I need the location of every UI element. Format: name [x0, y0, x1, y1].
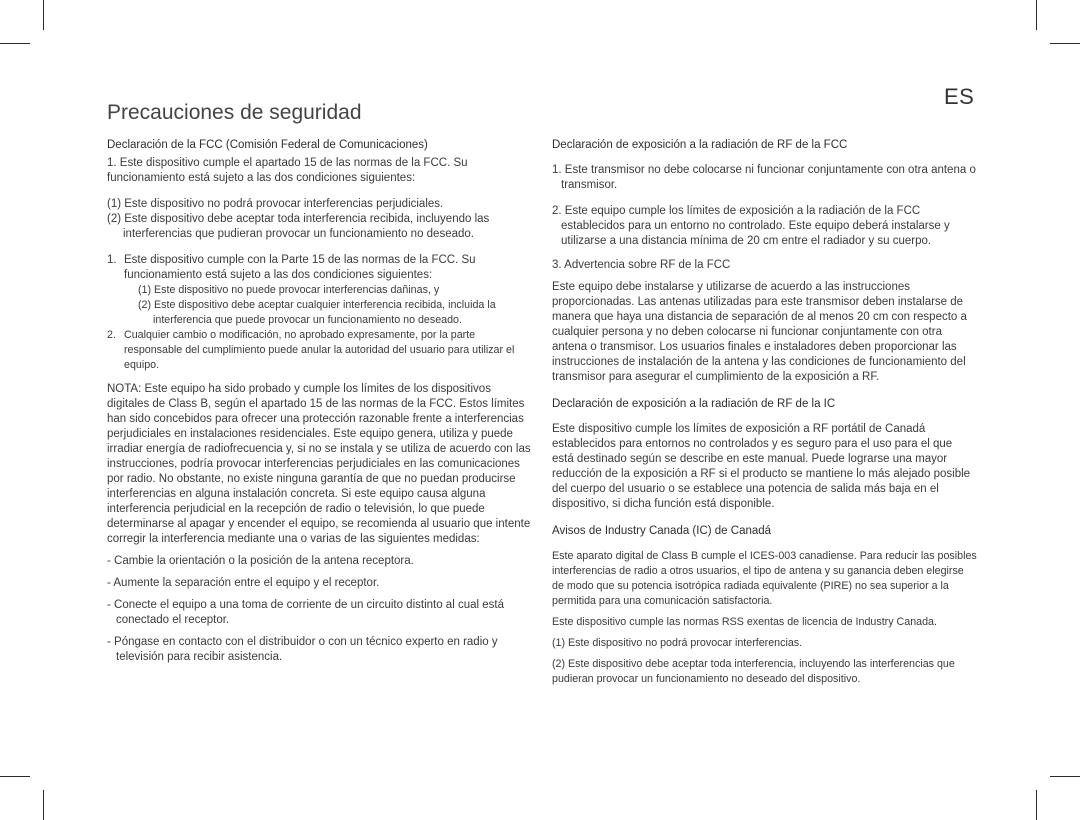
measure-item: - Conecte el equipo a una toma de corriente de un circuito distinto al cual está conectado el receptor.	[107, 599, 504, 626]
crop-mark	[0, 776, 30, 777]
ic-heading: Declaración de exposición a la radiación de RF de la IC	[552, 398, 836, 410]
crop-mark	[1036, 790, 1037, 820]
avisos-paragraph: (1) Este dispositivo no podrá provocar interferencias.	[552, 637, 803, 649]
avisos-paragraph: Este dispositivo cumple las normas RSS exentas de licencia de Industry Canada.	[552, 616, 937, 628]
sub-condition-1: (1) Este dispositivo no puede provocar interferencias dañinas, y	[138, 284, 440, 296]
crop-mark	[1050, 776, 1080, 777]
crop-mark	[43, 0, 44, 30]
avisos-paragraph: Este aparato digital de Class B cumple el ICES-003 canadiense. Para reducir las posibles interferencias de radio a otros usuarios, el tipo de antena y su ganancia deben elegirse de modo que su potencia isotrópica radiada equivalente (PIRE) no sea superior a la permitida para una comunicación satisfactoria.	[552, 550, 977, 607]
crop-mark	[0, 43, 30, 44]
condition-1: (1) Este dispositivo no podrá provocar interferencias perjudiciales.	[107, 198, 444, 210]
list-text: Cualquier cambio o modificación, no aprobado expresamente, por la parte responsable del cumplimiento puede anular la autoridad del usuario para utilizar el equipo.	[124, 329, 515, 371]
note-paragraph: NOTA: Este equipo ha sido probado y cumple los límites de los dispositivos digitales de Class B, según el apartado 15 de las normas de la FCC. Estos límites han sido concebidos para ofrecer una protección razonable frente a interferencias perjudiciales en instalaciones residenciales. Este equipo genera, utiliza y puede irradiar energía de radiofrecuencia y, si no se instala y se utiliza de acuerdo con las instrucciones, podría provocar interferencias perjudiciales en las comunicaciones por radio. No obstante, no existe ninguna garantía de que no puedan producirse interferencias en alguna instalación concreta. Si este equipo causa alguna interferencia perjudicial en la recepción de radio o televisión, lo que puede determinarse al apagar y encender el equipo, se recomienda al usuario que intente corregir la interferencia mediante una o varias de las siguientes medidas:	[107, 383, 531, 545]
rf-item-2: 2. Este equipo cumple los límites de exposición a la radiación de la FCC establecidos para un entorno no controlado. Este equipo deberá instalarse y utilizarse a una distancia mínima de 20 cm entre el radiador y su cuerpo.	[552, 205, 950, 247]
left-column	[107, 138, 532, 665]
fcc-heading: Declaración de la FCC (Comisión Federal de Comunicaciones)	[107, 139, 428, 151]
crop-mark	[1050, 43, 1080, 44]
rf-heading: Declaración de exposición a la radiación de RF de la FCC	[552, 139, 848, 151]
measure-item: - Póngase en contacto con el distribuidor o con un técnico experto en radio y televisión para recibir asistencia.	[107, 636, 498, 663]
avisos-heading: Avisos de Industry Canada (IC) de Canadá	[552, 525, 772, 537]
avisos-paragraph: (2) Este dispositivo debe aceptar toda interferencia, incluyendo las interferencias que pudieran provocar un funcionamiento no deseado del dispositivo.	[552, 658, 955, 685]
fcc-paragraph: 1. Este dispositivo cumple el apartado 15 de las normas de la FCC. Su funcionamiento está sujeto a las dos condiciones siguientes:	[107, 157, 468, 184]
rf-item-3: 3. Advertencia sobre RF de la FCC	[552, 259, 731, 271]
list-item	[107, 328, 532, 373]
crop-mark	[43, 790, 44, 820]
list-number: 1.	[107, 254, 117, 266]
list-number: 2.	[107, 329, 116, 341]
list-item	[107, 253, 532, 283]
rf-item-1: 1. Este transmisor no debe colocarse ni funcionar conjuntamente con otra antena o transmisor.	[552, 164, 976, 191]
language-code: ES	[944, 84, 975, 109]
rf-paragraph: Este equipo debe instalarse y utilizarse de acuerdo a las instrucciones proporcionadas. Las antenas utilizadas para este transmisor deben instalarse de manera que haya una distancia de separación de al menos 20 cm con respecto a cualquier persona y no deben colocarse ni funcionar conjuntamente con otra antena o transmisor. Los usuarios finales e instaladores deben proporcionar las instrucciones de instalación de la antena y las condiciones de funcionamiento del transmisor para asegurar el cumplimiento de la exposición a RF.	[552, 281, 967, 383]
ic-paragraph: Este dispositivo cumple los límites de exposición a RF portátil de Canadá establecidos para entornos no controlados y es seguro para el uso para el que está destinado según se describe en este manual. Puede lograrse una mayor reducción de la exposición a RF si el producto se mantiene lo más alejado posible del cuerpo del usuario o se establece una potencia de salida más baja en el dispositivo, si dicha función está disponible.	[552, 423, 971, 510]
page-title: Precauciones de seguridad	[107, 101, 362, 124]
sub-condition-2: (2) Este dispositivo debe aceptar cualquier interferencia recibida, incluida la interferencia que puede provocar un funcionamiento no deseado.	[138, 299, 496, 326]
measure-item: - Cambie la orientación o la posición de la antena receptora.	[107, 555, 414, 567]
measure-item: - Aumente la separación entre el equipo y el receptor.	[107, 577, 380, 589]
condition-2: (2) Este dispositivo debe aceptar toda interferencia recibida, incluyendo las interferencias que pudieran provocar un funcionamiento no deseado.	[107, 213, 490, 240]
right-column	[552, 138, 977, 687]
crop-mark	[1036, 0, 1037, 30]
list-text: Este dispositivo cumple con la Parte 15 de las normas de la FCC. Su funcionamiento está sujeto a las dos condiciones siguientes:	[124, 254, 476, 281]
